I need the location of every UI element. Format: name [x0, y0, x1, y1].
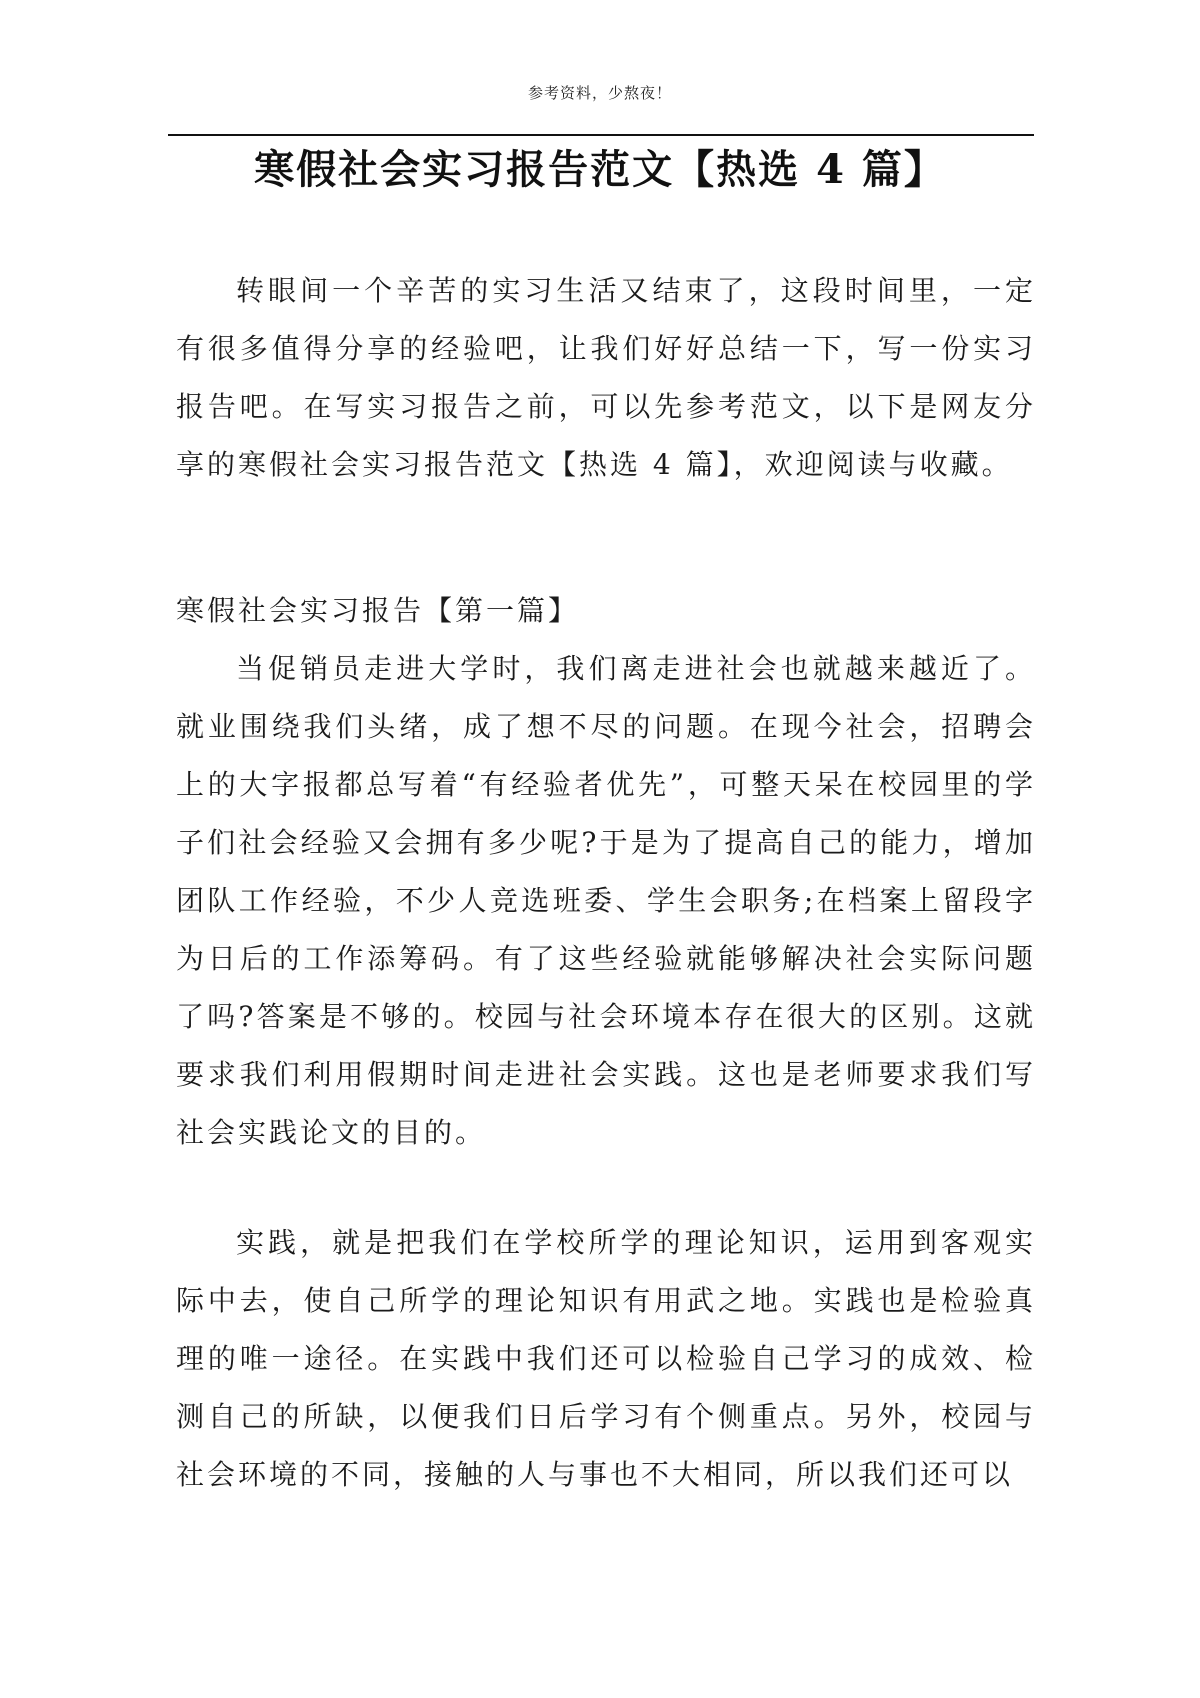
section-heading: 寒假社会实习报告【第一篇】 [176, 594, 580, 627]
intro-paragraph: 转眼间一个辛苦的实习生活又结束了，这段时间里，一定有很多值得分享的经验吧，让我们好好总结一下，写一份实习报告吧。在写实习报告之前，可以先参考范文，以下是网友分享的寒假社会实习报告范文【热选 4 篇】，欢迎阅读与收藏。 [176, 274, 1036, 481]
body-paragraph-1: 当促销员走进大学时，我们离走进社会也就越来越近了。就业围绕我们头绪，成了想不尽的问题。在现今社会，招聘会上的大字报都总写着“有经验者优先”，可整天呆在校园里的学子们社会经验又会拥有多少呢?于是为了提高自己的能力，增加团队工作经验，不少人竞选班委、学生会职务;在档案上留段字为日后的工作添筹码。有了这些经验就能够解决社会实际问题了吗?答案是不够的。校园与社会环境本存在很大的区别。这就要求我们利用假期时间走进社会实践。这也是老师要求我们写社会实践论文的目的。 [176, 652, 1036, 1149]
body-paragraph-2: 实践，就是把我们在学校所学的理论知识，运用到客观实际中去，使自己所学的理论知识有用武之地。实践也是检验真理的唯一途径。在实践中我们还可以检验自己学习的成效、检测自己的所缺，以便我们日后学习有个侧重点。另外，校园与社会环境的不同，接触的人与事也不大相同，所以我们还可以 [176, 1226, 1036, 1491]
document-title: 寒假社会实习报告范文【热选 4 篇】 [254, 146, 946, 193]
header-note: 参考资料，少熬夜！ [527, 84, 672, 102]
header-divider [168, 134, 1034, 136]
